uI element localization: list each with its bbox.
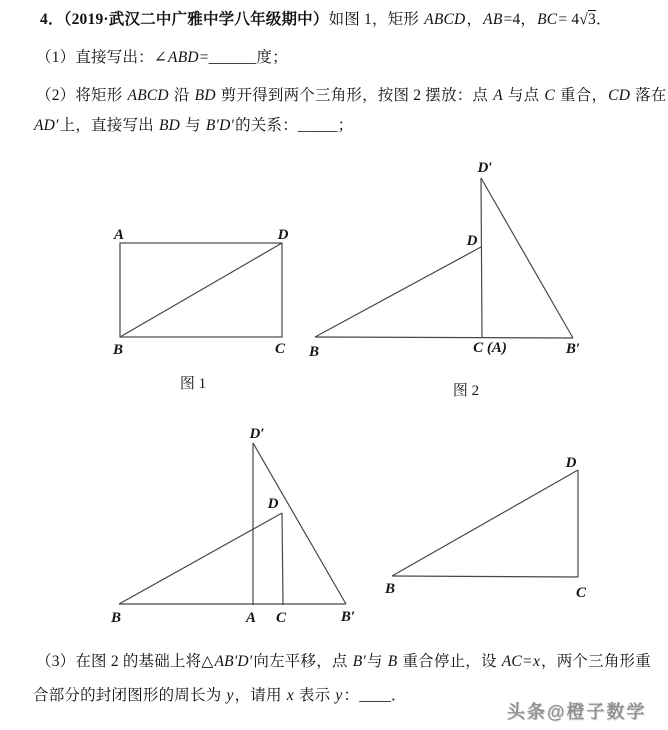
question-2-line2: AD′上，直接写出 BD 与 B′D′的关系：_____； bbox=[34, 117, 354, 134]
fig2-edge-bd bbox=[315, 247, 481, 337]
fig2-label-d: D bbox=[466, 233, 478, 249]
fig3-label-c: C bbox=[275, 610, 287, 626]
fig2-edge-dprime-bprime bbox=[481, 178, 573, 338]
problem-header-line: 4．（2019·武汉二中广雅中学八年级期中）如图 1，矩形 ABCD，AB=4，BC= 4√3． bbox=[40, 11, 612, 28]
fig1-label-c: C bbox=[274, 341, 286, 357]
question-1-line: （1）直接写出：∠ABD=______度； bbox=[36, 49, 288, 66]
fig1-label-d: D bbox=[277, 227, 289, 243]
fig3-edge-bd bbox=[119, 513, 282, 604]
fig4-hypotenuse-bd bbox=[392, 470, 578, 576]
figure-1-rectangle-diagram bbox=[95, 225, 315, 395]
figure-4-right-triangle-diagram bbox=[375, 440, 640, 610]
fig3-label-d: D bbox=[267, 496, 279, 512]
question-3-line1: （3）在图 2 的基础上将△AB′D′向左平移，点 B′与 B 重合停止，设 AC=x，两个三角形重 bbox=[36, 653, 651, 670]
fig2-label-dprime: D′ bbox=[477, 160, 493, 176]
fig4-label-b: B bbox=[384, 581, 396, 597]
fig2-label-b: B bbox=[308, 344, 320, 360]
fig3-label-dprime: D′ bbox=[249, 426, 265, 442]
fig2-vertical-dprime-c bbox=[481, 178, 482, 338]
fig3-edge-dprime-bprime bbox=[253, 443, 346, 604]
fig3-vertical-d-c bbox=[282, 513, 283, 605]
fig4-label-c: C bbox=[575, 585, 587, 601]
fig1-label-a: A bbox=[113, 227, 125, 243]
fig3-label-a: A bbox=[245, 610, 257, 626]
figure-3-translated-triangles-diagram bbox=[90, 415, 370, 635]
fig4-baseline-bc bbox=[392, 576, 578, 577]
fig4-label-d: D bbox=[565, 455, 577, 471]
fig2-caption: 图 2 bbox=[452, 383, 480, 399]
fig2-baseline-b-bprime bbox=[315, 337, 573, 338]
fig2-label-bprime: B′ bbox=[565, 341, 581, 357]
fig3-label-bprime: B′ bbox=[340, 609, 356, 625]
fig1-label-b: B bbox=[112, 342, 124, 358]
question-2-line1: （2）将矩形 ABCD 沿 BD 剪开得到两个三角形，按图 2 摆放：点 A 与点 C 重合，CD 落在 bbox=[36, 87, 667, 104]
question-3-line2: 合部分的封闭图形的周长为 y，请用 x 表示 y：____． bbox=[33, 687, 407, 704]
fig2-label-c-a: C (A) bbox=[473, 340, 507, 356]
watermark-toutiao-chengzi-math: 头条@橙子数学 bbox=[507, 702, 647, 722]
fig1-caption: 图 1 bbox=[179, 376, 207, 392]
figure-2-triangles-diagram bbox=[300, 150, 600, 405]
fig1-diagonal-bd bbox=[120, 243, 282, 337]
fig3-label-b: B bbox=[110, 610, 122, 626]
